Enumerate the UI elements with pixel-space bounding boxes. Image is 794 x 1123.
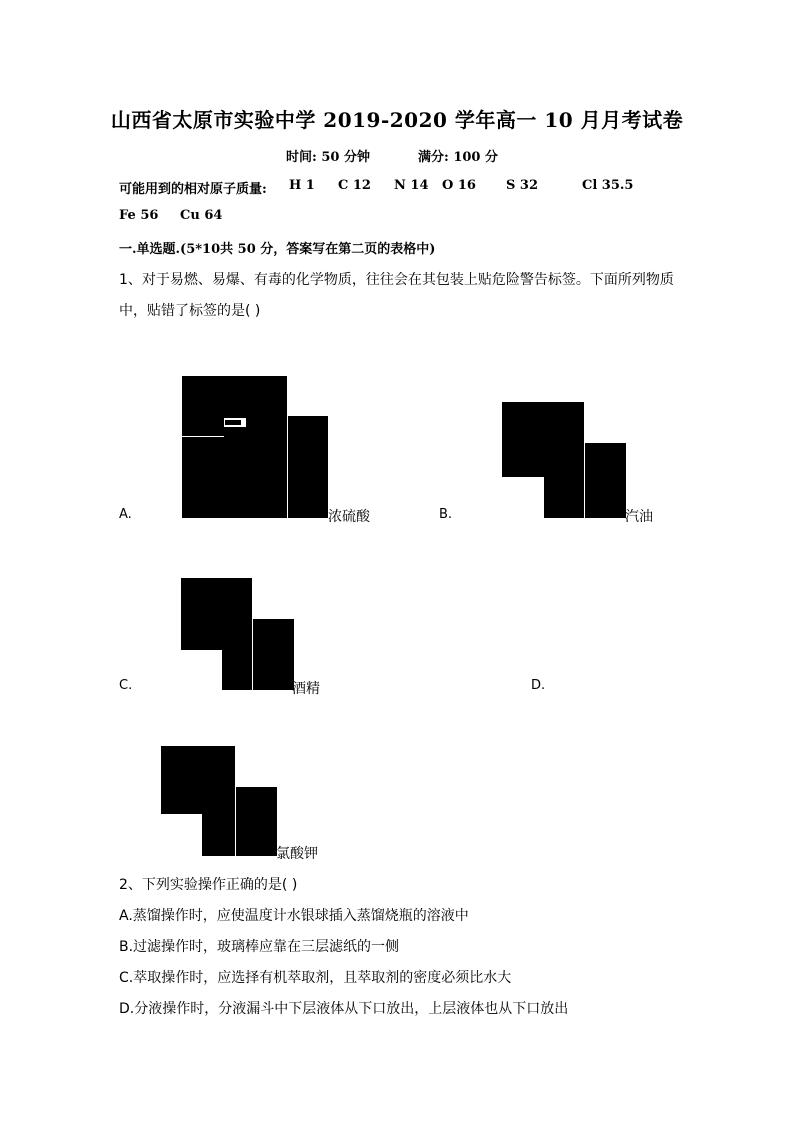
atomic-mass-label: 可能用到的相对原子质量:: [119, 182, 267, 197]
option-a-name: 浓硫酸: [328, 509, 370, 525]
question-2-option-c: C.萃取操作时，应选择有机萃取剂，且萃取剂的密度必须比水大: [119, 970, 512, 986]
exam-time: 时间: 50 分钟: [286, 150, 370, 165]
question-2-stem: 2、下列实验操作正确的是( ): [119, 877, 298, 893]
option-c-letter: C.: [119, 678, 133, 693]
atomic-mass-o: O 16: [442, 178, 476, 193]
atomic-mass-h: H 1: [289, 178, 315, 193]
atomic-mass-n: N 14: [394, 178, 429, 193]
exam-score: 满分: 100 分: [418, 150, 498, 165]
question-2-option-b: B.过滤操作时，玻璃棒应靠在三层滤纸的一侧: [119, 939, 400, 955]
question-2-option-d: D.分液操作时，分液漏斗中下层液体从下口放出，上层液体也从下口放出: [119, 1001, 569, 1017]
atomic-mass-cl: Cl 35.5: [582, 178, 634, 193]
page-title: 山西省太原市实验中学 2019-2020 学年高一 10 月月考试卷: [110, 108, 684, 132]
question-1-line-2: 中，贴错了标签的是( ): [119, 303, 261, 319]
atomic-mass-c: C 12: [338, 178, 371, 193]
question-2-option-a: A.蒸馏操作时，应使温度计水银球插入蒸馏烧瓶的溶液中: [119, 908, 469, 924]
atomic-mass-fe: Fe 56: [119, 208, 159, 223]
option-d-name: 氯酸钾: [276, 846, 318, 862]
option-b-letter: B.: [439, 507, 453, 522]
option-d-letter: D.: [531, 678, 546, 693]
atomic-mass-cu: Cu 64: [180, 208, 223, 223]
option-b-name: 汽油: [625, 509, 653, 525]
atomic-mass-s: S 32: [506, 178, 539, 193]
option-c-name: 酒精: [292, 681, 320, 697]
section-heading: 一.单选题.(5*10共 50 分，答案写在第二页的表格中): [119, 242, 436, 257]
question-1-line-1: 1、对于易燃、易爆、有毒的化学物质，往往会在其包装上贴危险警告标签。下面所列物质: [119, 272, 674, 288]
option-a-letter: A.: [119, 507, 132, 522]
